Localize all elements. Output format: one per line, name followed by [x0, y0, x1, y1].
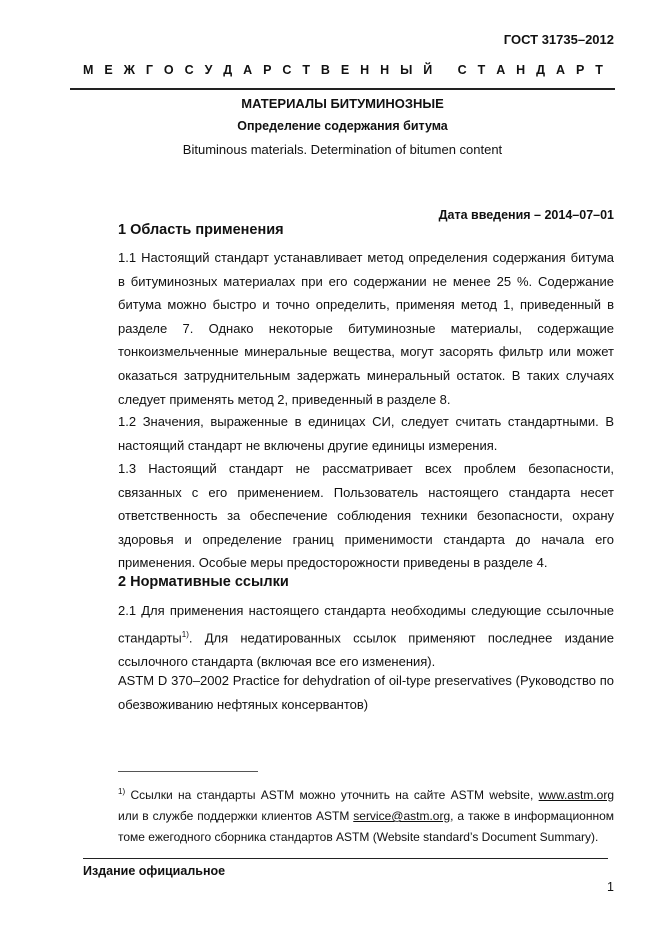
paragraph-astm — [83, 669, 614, 716]
astm-service-email-link[interactable]: service@astm.org — [353, 809, 451, 823]
banner-letter: Д — [536, 63, 546, 77]
introduction-date: Дата введения – 2014–07–01 — [438, 208, 614, 222]
banner-letter: А — [243, 63, 253, 77]
standard-code: ГОСТ 31735–2012 — [503, 32, 614, 47]
banner-letter: Р — [263, 63, 272, 77]
banner-letter: О — [163, 63, 174, 77]
banner-letter: Р — [575, 63, 585, 77]
banner-letter: Г — [145, 63, 153, 77]
banner-letter: В — [320, 63, 330, 77]
paragraph-1-1 — [83, 246, 614, 411]
document-english-title: Bituminous materials. Determination of bitumen content — [182, 142, 503, 157]
banner-letter: Е — [340, 63, 350, 77]
banner-letter: Й — [423, 63, 433, 77]
banner-letter: Н — [380, 63, 390, 77]
standard-type-banner — [83, 63, 603, 77]
official-edition-label: Издание официальное — [83, 864, 226, 878]
paragraph-1-3-text: 1.3 Настоящий стандарт не рассматривает всех проблем безопасности, связанных с его применением. Пользователь настоящего стандарта несет ответственность за обеспечение соблюдения техники безопасности, охрану здоровья и определение границ применимости стандарта до начала его применения. Особые меры предосторожности приведены в разделе 4. — [118, 461, 614, 571]
paragraph-2-1-part-a: 2.1 Для применения настоящего стандарта необходимы следующие ссылочные стандарты — [118, 603, 614, 645]
banner-letter: Т — [477, 63, 486, 77]
banner-letter: С — [184, 63, 194, 77]
banner-letter: С — [282, 63, 292, 77]
document-subtitle: Определение содержания битума — [237, 119, 448, 133]
banner-letter: Т — [595, 63, 603, 77]
page-number: 1 — [607, 880, 614, 894]
banner-letter: Н — [360, 63, 370, 77]
paragraph-1-2 — [83, 410, 614, 457]
paragraph-1-3 — [83, 457, 614, 575]
banner-letter: С — [457, 63, 467, 77]
paragraph-1-2-text: 1.2 Значения, выраженные в единицах СИ, следует считать стандартными. В настоящий стандарт не включены другие единицы измерения. — [118, 414, 614, 453]
banner-letter: У — [204, 63, 213, 77]
paragraph-2-1-text — [83, 599, 614, 673]
banner-letter: Т — [302, 63, 310, 77]
footnote-reference[interactable]: 1) — [181, 629, 189, 639]
banner-letter: Ы — [400, 63, 413, 77]
paragraph-2-1-part-b: . Для недатированных ссылок применяют последнее издание ссылочного стандарта (включая все его изменения). — [118, 629, 614, 669]
paragraph-astm-text: ASTM D 370–2002 Practice for dehydration of oil-type preservatives (Руководство по обезвоживанию нефтяных консервантов) — [118, 673, 614, 712]
document-title: МАТЕРИАЛЫ БИТУМИНОЗНЫЕ — [241, 96, 444, 111]
banner-letter: Ж — [123, 63, 135, 77]
banner-letter: Д — [223, 63, 233, 77]
banner-letter: А — [555, 63, 565, 77]
section-1-heading: 1 Область применения — [118, 222, 284, 238]
footnote-part-c: , а также в информационном томе ежегодного сборника стандартов ASTM (Website standard’s Document Summary). — [118, 809, 615, 844]
section-2-heading: 2 Нормативные ссылки — [118, 574, 289, 590]
banner-letter: М — [83, 63, 94, 77]
footnote-divider — [118, 771, 258, 772]
banner-letter — [443, 63, 446, 77]
footnote-part-b: или в службе поддержки клиентов ASTM — [118, 809, 354, 823]
footer-divider — [83, 858, 608, 859]
footnote — [83, 781, 614, 848]
footnote-text — [83, 781, 614, 848]
paragraph-1-1-text: 1.1 Настоящий стандарт устанавливает метод определения содержания битума в битуминозных материалах при его содержании не менее 25 %. Содержание битума можно быстро и точно определить, применяя метод 1, приведенный в разделе 7. Однако некоторые битуминозные материалы, содержащие тонкоизмельченные минеральные вещества, могут засорять фильтр или может оказаться затруднительным задержать минеральный остаток. В таких случаях следует применять метод 2, приведенный в разделе 8. — [118, 250, 614, 407]
astm-website-link[interactable]: www.astm.org — [538, 788, 614, 802]
banner-letter: Е — [104, 63, 113, 77]
paragraph-2-1 — [83, 599, 614, 673]
header-divider — [70, 88, 615, 90]
footnote-part-a: Ссылки на стандарты ASTM можно уточнить на сайте ASTM website, — [125, 788, 539, 802]
banner-letter: А — [496, 63, 506, 77]
banner-letter: Н — [516, 63, 526, 77]
footnote-marker: 1) — [118, 787, 126, 796]
